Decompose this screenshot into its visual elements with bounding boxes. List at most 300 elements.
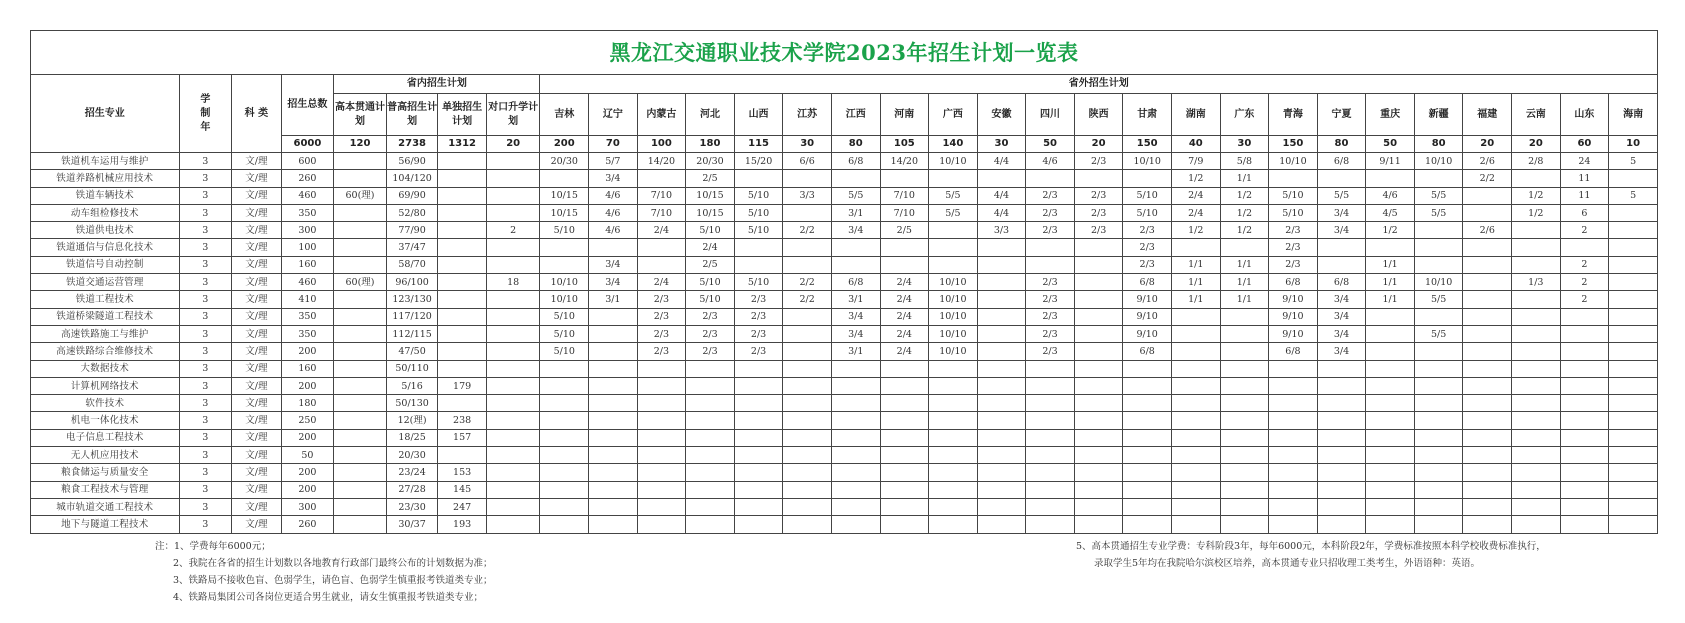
- in-province-cell: [334, 360, 387, 377]
- province-cell: 5/10: [734, 222, 783, 239]
- province-cell: [1220, 308, 1269, 325]
- notes: [30, 534, 1658, 603]
- in-province-cell: [486, 204, 540, 221]
- province-cell: 2/3: [1026, 274, 1075, 291]
- province-cell: [783, 325, 832, 342]
- province-cell: [1560, 498, 1609, 515]
- years-cell: 3: [179, 429, 232, 446]
- province-cell: 3/3: [783, 187, 832, 204]
- major-cell: 高速铁路施工与维护: [31, 325, 180, 342]
- in-province-cell: 18: [486, 274, 540, 291]
- province-cell: [1463, 516, 1512, 533]
- in-province-cell: 30/37: [386, 516, 438, 533]
- province-cell: [1123, 481, 1172, 498]
- province-cell: [637, 429, 686, 446]
- province-cell: 1/1: [1220, 274, 1269, 291]
- province-cell: 2/4: [880, 343, 929, 360]
- in-province-cell: [438, 447, 486, 464]
- province-cell: [783, 170, 832, 187]
- in-province-cell: [486, 481, 540, 498]
- province-cell: [1463, 187, 1512, 204]
- province-cell: [831, 360, 880, 377]
- major-cell: 大数据技术: [31, 360, 180, 377]
- total-cell: 350: [281, 325, 334, 342]
- province-cell: [1414, 464, 1463, 481]
- province-cell: [831, 377, 880, 394]
- province-cell: [1220, 481, 1269, 498]
- province-cell: [1074, 239, 1123, 256]
- province-cell: [1512, 308, 1561, 325]
- province-cell: 2/3: [637, 325, 686, 342]
- province-cell: [1414, 360, 1463, 377]
- in-province-cell: [438, 204, 486, 221]
- total-province: 80: [1414, 136, 1463, 153]
- plan-rows: [31, 153, 1658, 534]
- province-cell: [1609, 395, 1658, 412]
- province-cell: [1463, 498, 1512, 515]
- in-province-cell: [486, 170, 540, 187]
- province-cell: [686, 498, 735, 515]
- category-cell: 文/理: [232, 187, 282, 204]
- province-cell: [589, 481, 638, 498]
- province-cell: 5/10: [540, 308, 589, 325]
- province-cell: 2/3: [1074, 204, 1123, 221]
- province-cell: [1463, 308, 1512, 325]
- in-province-cell: [438, 153, 486, 170]
- province-cell: 5/10: [540, 325, 589, 342]
- province-cell: [929, 239, 978, 256]
- years-cell: 3: [179, 377, 232, 394]
- province-cell: 2: [1560, 256, 1609, 273]
- province-cell: 2/3: [1026, 308, 1075, 325]
- in-province-cell: 153: [438, 464, 486, 481]
- province-cell: [783, 343, 832, 360]
- province-cell: [686, 377, 735, 394]
- province-cell: 4/4: [977, 187, 1026, 204]
- in-province-cell: 50/130: [386, 395, 438, 412]
- province-cell: 20/30: [540, 153, 589, 170]
- province-cell: [1366, 498, 1415, 515]
- table-row: [31, 498, 1658, 515]
- category-cell: 文/理: [232, 360, 282, 377]
- in-province-cell: 56/90: [386, 153, 438, 170]
- in-province-cell: 77/90: [386, 222, 438, 239]
- province-cell: [1220, 395, 1269, 412]
- in-province-cell: [438, 308, 486, 325]
- province-cell: [1317, 429, 1366, 446]
- province-cell: [1414, 481, 1463, 498]
- province-cell: [1269, 170, 1318, 187]
- province-cell: 2/3: [1026, 187, 1075, 204]
- province-cell: [1026, 464, 1075, 481]
- province-cell: [1463, 325, 1512, 342]
- province-cell: [734, 239, 783, 256]
- in-province-cell: 60(理): [334, 274, 387, 291]
- years-cell: 3: [179, 343, 232, 360]
- province-cell: [1366, 239, 1415, 256]
- province-cell: [929, 377, 978, 394]
- province-cell: [1463, 256, 1512, 273]
- in-province-cell: [334, 204, 387, 221]
- major-cell: 粮食储运与质量安全: [31, 464, 180, 481]
- category-cell: 文/理: [232, 153, 282, 170]
- province-cell: [1609, 464, 1658, 481]
- province-cell: [1560, 239, 1609, 256]
- province-cell: [1123, 170, 1172, 187]
- province-cell: [1074, 516, 1123, 533]
- province-cell: [1609, 412, 1658, 429]
- province-cell: [1171, 429, 1220, 446]
- in-province-cell: [486, 377, 540, 394]
- province-cell: [734, 498, 783, 515]
- province-cell: 2/2: [783, 222, 832, 239]
- province-cell: 2/4: [637, 222, 686, 239]
- province-cell: 2/5: [686, 256, 735, 273]
- province-cell: [1074, 395, 1123, 412]
- province-cell: [1463, 377, 1512, 394]
- province-cell: [1026, 377, 1075, 394]
- province-cell: 3/1: [831, 291, 880, 308]
- province-cell: [1560, 447, 1609, 464]
- in-province-cell: [486, 256, 540, 273]
- province-cell: 2: [1560, 274, 1609, 291]
- province-cell: 5/10: [1123, 204, 1172, 221]
- province-cell: [1171, 239, 1220, 256]
- province-cell: [1560, 429, 1609, 446]
- years-cell: 3: [179, 360, 232, 377]
- province-cell: [1366, 447, 1415, 464]
- province-cell: [977, 343, 1026, 360]
- province-cell: 2/4: [880, 291, 929, 308]
- in-province-cell: 18/25: [386, 429, 438, 446]
- province-cell: [1609, 222, 1658, 239]
- province-cell: 2/5: [686, 170, 735, 187]
- province-cell: 2/3: [1269, 256, 1318, 273]
- province-cell: [1463, 429, 1512, 446]
- province-cell: [929, 170, 978, 187]
- province-cell: 5/5: [1414, 187, 1463, 204]
- total-province: 30: [977, 136, 1026, 153]
- major-cell: 高速铁路综合维修技术: [31, 343, 180, 360]
- in-province-cell: [438, 291, 486, 308]
- province-cell: 2/3: [734, 308, 783, 325]
- province-cell: 1/2: [1512, 204, 1561, 221]
- province-cell: 10/15: [686, 187, 735, 204]
- category-cell: 文/理: [232, 429, 282, 446]
- province-cell: [540, 516, 589, 533]
- province-cell: [637, 464, 686, 481]
- province-cell: [1220, 498, 1269, 515]
- province-cell: 10/10: [540, 291, 589, 308]
- province-cell: 10/10: [929, 343, 978, 360]
- province-cell: [1366, 343, 1415, 360]
- province-cell: [1512, 464, 1561, 481]
- province-cell: 2/3: [1026, 222, 1075, 239]
- province-cell: [831, 429, 880, 446]
- province-cell: [977, 412, 1026, 429]
- header-province: 陕西: [1074, 94, 1123, 136]
- total-province: 200: [540, 136, 589, 153]
- in-province-cell: 96/100: [386, 274, 438, 291]
- category-cell: 文/理: [232, 447, 282, 464]
- province-cell: 5: [1609, 153, 1658, 170]
- province-cell: 3/1: [589, 291, 638, 308]
- note-line: 录取学生5年均在我院哈尔滨校区培养，高本贯通专业只招收理工类考生，外语语种：英语。: [1094, 557, 1481, 569]
- total-cell: 260: [281, 516, 334, 533]
- in-province-cell: 23/24: [386, 464, 438, 481]
- province-cell: [540, 412, 589, 429]
- province-cell: 5/5: [1414, 204, 1463, 221]
- province-cell: 3/4: [831, 325, 880, 342]
- province-cell: [1609, 447, 1658, 464]
- province-cell: [1123, 360, 1172, 377]
- province-cell: [1123, 447, 1172, 464]
- province-cell: [1074, 360, 1123, 377]
- province-cell: 5/7: [589, 153, 638, 170]
- province-cell: [1560, 481, 1609, 498]
- province-cell: [1512, 291, 1561, 308]
- total-province: 50: [1026, 136, 1075, 153]
- in-province-cell: [486, 291, 540, 308]
- province-cell: [1220, 412, 1269, 429]
- major-cell: 铁道信号自动控制: [31, 256, 180, 273]
- province-cell: [637, 481, 686, 498]
- province-cell: 3/4: [1317, 325, 1366, 342]
- table-row: [31, 325, 1658, 342]
- in-province-cell: 104/120: [386, 170, 438, 187]
- province-cell: [1512, 516, 1561, 533]
- province-cell: 9/10: [1269, 308, 1318, 325]
- province-cell: [880, 239, 929, 256]
- province-cell: [734, 377, 783, 394]
- years-cell: 3: [179, 239, 232, 256]
- province-cell: 2/3: [734, 325, 783, 342]
- province-cell: 7/9: [1171, 153, 1220, 170]
- province-cell: [1366, 516, 1415, 533]
- province-cell: 9/11: [1366, 153, 1415, 170]
- province-cell: [1366, 481, 1415, 498]
- province-cell: [831, 481, 880, 498]
- province-cell: [1414, 498, 1463, 515]
- province-cell: [1074, 464, 1123, 481]
- province-cell: [1171, 464, 1220, 481]
- province-cell: 2/3: [1026, 343, 1075, 360]
- in-province-cell: [438, 395, 486, 412]
- years-cell: 3: [179, 325, 232, 342]
- notes-right: [1076, 538, 1546, 572]
- major-cell: 铁道交通运营管理: [31, 274, 180, 291]
- total-cell: 200: [281, 343, 334, 360]
- years-cell: 3: [179, 170, 232, 187]
- province-cell: [1074, 412, 1123, 429]
- total-province: 20: [1074, 136, 1123, 153]
- province-cell: 2/3: [686, 325, 735, 342]
- province-cell: [1317, 412, 1366, 429]
- province-cell: [540, 464, 589, 481]
- total-cell: 350: [281, 204, 334, 221]
- province-cell: 3/3: [977, 222, 1026, 239]
- table-row: [31, 222, 1658, 239]
- province-cell: 2/4: [1171, 204, 1220, 221]
- province-cell: [1220, 464, 1269, 481]
- province-cell: [1171, 395, 1220, 412]
- province-cell: [1414, 343, 1463, 360]
- province-cell: [831, 412, 880, 429]
- in-province-cell: [438, 343, 486, 360]
- province-cell: [1123, 464, 1172, 481]
- province-cell: [1171, 360, 1220, 377]
- header-province: 广西: [929, 94, 978, 136]
- province-cell: 9/10: [1269, 291, 1318, 308]
- category-cell: 文/理: [232, 498, 282, 515]
- province-cell: [880, 395, 929, 412]
- province-cell: [1074, 170, 1123, 187]
- total-province: 60: [1560, 136, 1609, 153]
- province-cell: [1269, 377, 1318, 394]
- province-cell: [734, 429, 783, 446]
- province-cell: [977, 464, 1026, 481]
- table-row: [31, 308, 1658, 325]
- table-row: [31, 360, 1658, 377]
- in-province-cell: 12(理): [386, 412, 438, 429]
- province-cell: [1609, 481, 1658, 498]
- province-cell: [1414, 516, 1463, 533]
- in-province-cell: [334, 256, 387, 273]
- province-cell: 6/8: [1269, 343, 1318, 360]
- province-cell: [1414, 256, 1463, 273]
- province-cell: [589, 395, 638, 412]
- province-cell: [977, 516, 1026, 533]
- province-cell: 1/1: [1220, 170, 1269, 187]
- in-province-cell: [334, 412, 387, 429]
- province-cell: [1414, 377, 1463, 394]
- province-cell: [1317, 360, 1366, 377]
- province-cell: 2/3: [637, 343, 686, 360]
- years-cell: 3: [179, 464, 232, 481]
- header-province: 新疆: [1414, 94, 1463, 136]
- category-cell: 文/理: [232, 308, 282, 325]
- in-province-cell: [438, 222, 486, 239]
- in-province-cell: [334, 325, 387, 342]
- province-cell: 11: [1560, 170, 1609, 187]
- province-cell: [1317, 516, 1366, 533]
- total-province: 180: [686, 136, 735, 153]
- province-cell: 5/5: [929, 187, 978, 204]
- province-cell: 2/3: [1123, 256, 1172, 273]
- province-cell: [1512, 412, 1561, 429]
- years-cell: 3: [179, 187, 232, 204]
- province-cell: 2: [1560, 291, 1609, 308]
- header-province: 青海: [1269, 94, 1318, 136]
- province-cell: [929, 395, 978, 412]
- header-province: 四川: [1026, 94, 1075, 136]
- total-cell: 600: [281, 153, 334, 170]
- major-cell: 铁道供电技术: [31, 222, 180, 239]
- province-cell: [1123, 498, 1172, 515]
- header-province: 宁夏: [1317, 94, 1366, 136]
- province-cell: [1220, 429, 1269, 446]
- total-province: 80: [1317, 136, 1366, 153]
- province-cell: [1220, 360, 1269, 377]
- province-cell: 4/6: [1026, 153, 1075, 170]
- province-cell: 1/1: [1366, 291, 1415, 308]
- province-cell: 2/2: [1463, 170, 1512, 187]
- enrollment-plan-sheet: [30, 30, 1658, 603]
- major-cell: 无人机应用技术: [31, 447, 180, 464]
- in-province-cell: [486, 360, 540, 377]
- total-province: 150: [1123, 136, 1172, 153]
- province-cell: 10/10: [1123, 153, 1172, 170]
- province-cell: [1609, 170, 1658, 187]
- province-cell: 2/3: [1123, 222, 1172, 239]
- province-cell: [1074, 447, 1123, 464]
- province-cell: [977, 239, 1026, 256]
- province-cell: [977, 429, 1026, 446]
- province-cell: [1026, 170, 1075, 187]
- total-province: 150: [1269, 136, 1318, 153]
- major-cell: 铁道通信与信息化技术: [31, 239, 180, 256]
- province-cell: 2: [1560, 222, 1609, 239]
- header-province: 重庆: [1366, 94, 1415, 136]
- in-province-cell: [486, 153, 540, 170]
- province-cell: [1366, 377, 1415, 394]
- province-cell: [1269, 395, 1318, 412]
- province-cell: [1026, 498, 1075, 515]
- province-cell: [540, 239, 589, 256]
- major-cell: 铁道机车运用与维护: [31, 153, 180, 170]
- years-cell: 3: [179, 256, 232, 273]
- province-cell: 6/8: [1123, 343, 1172, 360]
- province-cell: [1512, 498, 1561, 515]
- province-cell: [1269, 481, 1318, 498]
- in-province-cell: [486, 308, 540, 325]
- province-cell: [977, 447, 1026, 464]
- major-cell: 铁道车辆技术: [31, 187, 180, 204]
- total-cell: 100: [281, 239, 334, 256]
- province-cell: [831, 170, 880, 187]
- note-line: 注：1、学费每年6000元；: [155, 540, 271, 552]
- province-cell: 2/3: [1074, 153, 1123, 170]
- header-in-province: 高本贯通计划: [334, 94, 387, 136]
- total-cell: 180: [281, 395, 334, 412]
- province-cell: [540, 170, 589, 187]
- province-cell: [734, 464, 783, 481]
- province-cell: [734, 170, 783, 187]
- total-province: 50: [1366, 136, 1415, 153]
- category-cell: 文/理: [232, 464, 282, 481]
- in-province-cell: 123/130: [386, 291, 438, 308]
- note-line: 5、高本贯通招生专业学费：专科阶段3年，每年6000元，本科阶段2年，学费标准按照本科学校收费标准执行，: [1076, 540, 1546, 552]
- header-province: 山西: [734, 94, 783, 136]
- years-cell: 3: [179, 412, 232, 429]
- province-cell: 4/6: [589, 222, 638, 239]
- in-province-cell: 2: [486, 222, 540, 239]
- province-cell: [1074, 308, 1123, 325]
- years-cell: 3: [179, 274, 232, 291]
- category-cell: 文/理: [232, 395, 282, 412]
- province-cell: [1171, 447, 1220, 464]
- province-cell: 10/10: [929, 308, 978, 325]
- header-in-province: 对口升学计划: [486, 94, 540, 136]
- in-province-cell: 157: [438, 429, 486, 446]
- province-cell: [1026, 256, 1075, 273]
- in-province-cell: [334, 447, 387, 464]
- header-category: 科 类: [232, 75, 282, 153]
- province-cell: [880, 377, 929, 394]
- province-cell: 6/8: [831, 274, 880, 291]
- province-cell: [1269, 429, 1318, 446]
- province-cell: [880, 412, 929, 429]
